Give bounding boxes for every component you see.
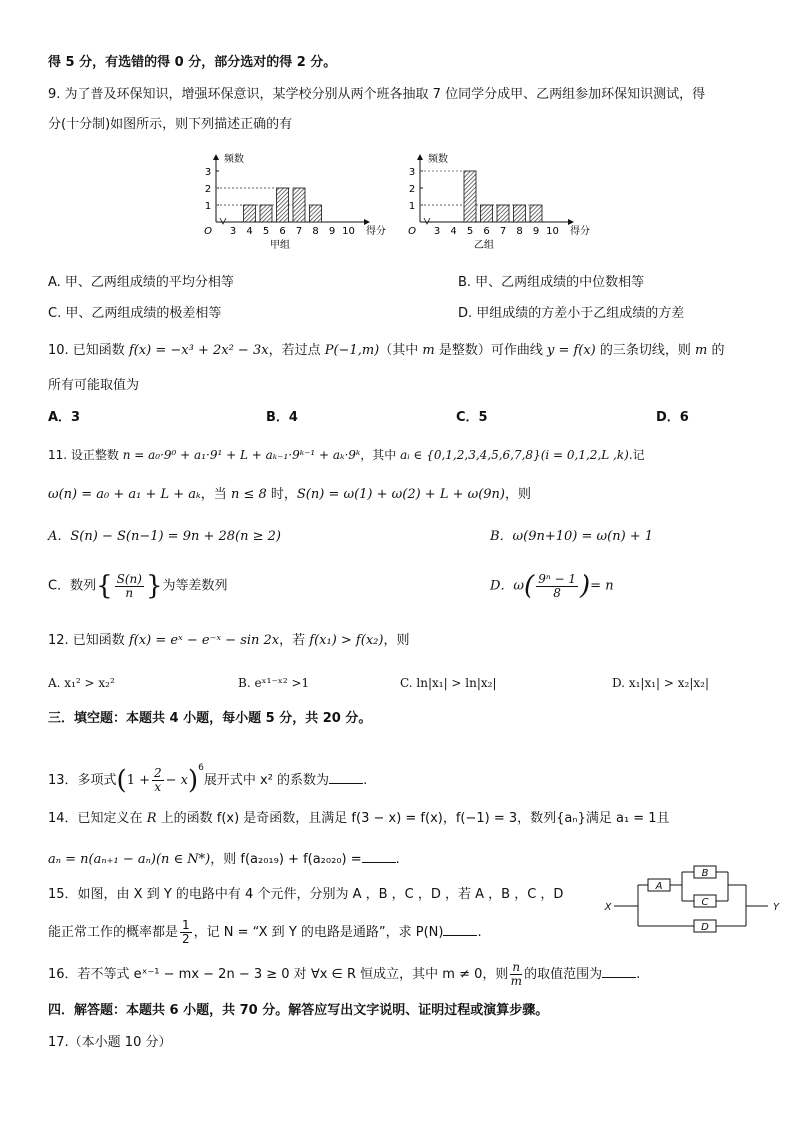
y-tick-label-3: 3 xyxy=(204,167,212,178)
q16-denominator: m xyxy=(510,974,522,988)
q15-stem-line2 xyxy=(48,918,482,948)
q12-stem xyxy=(48,632,409,650)
q12-text-3: ，则 xyxy=(383,633,410,648)
q11-option-c-text: 为等差数列 xyxy=(162,578,228,594)
q11-option-d-text: = n xyxy=(590,578,614,594)
q11-option-d: D．ω( $\frac{\text{9ⁿ − 1}}{8}$ )= n xyxy=(490,571,614,601)
bar-score-5 xyxy=(260,205,272,222)
y-tick-label-1: 1 xyxy=(204,201,212,212)
x-tick-label-10: 10 xyxy=(342,226,355,237)
x-tick-label-6: 6 xyxy=(279,226,286,237)
q12-option-b: B. eˣ¹⁻ˣ² >1 xyxy=(238,676,310,690)
label-y: Y xyxy=(772,902,780,913)
x-axis-arrow xyxy=(364,219,370,225)
y-axis-label: 频数 xyxy=(224,154,244,165)
q10-text-5: 的三条切线，则 xyxy=(595,343,696,358)
origin-label: O xyxy=(204,226,212,237)
q11-text-2: ，其中 xyxy=(360,448,401,462)
q15-answer-blank[interactable] xyxy=(443,923,477,936)
x-tick-label-3: 3 xyxy=(229,226,237,237)
q10-text-2: ，若过点 xyxy=(268,343,325,358)
q12-text-1: 12. 已知函数 xyxy=(48,633,129,648)
q11-digit-set: aᵢ ∈ {0,1,2,3,4,5,6,7,8}(i = 0,1,2,L ,k) xyxy=(400,448,629,462)
q10-stem-line1 xyxy=(48,342,725,360)
label-b: B xyxy=(701,868,709,879)
section-4-heading: 四．解答题：本题共 6 小题，共 70 分。解答应写出文字说明、证明过程或演算步骤。 xyxy=(48,1003,549,1018)
q12-option-d: D. x₁|x₁| > x₂|x₂| xyxy=(612,676,709,690)
chart-title: 甲组 xyxy=(270,240,290,251)
q11-text-4: ，当 xyxy=(200,487,231,502)
y-axis-arrow xyxy=(213,154,219,160)
q14-text-3: ，则 f(a₂₀₁₉) + f(a₂₀₂₀) = xyxy=(210,852,362,867)
bar-score-5 xyxy=(464,171,476,222)
q13-denominator: x xyxy=(154,780,162,794)
y-tick-label-2: 2 xyxy=(204,184,212,195)
bar-score-7 xyxy=(497,205,509,222)
q12-option-a: A. x₁² > x₂² xyxy=(48,676,115,690)
q10-text-6: 的 xyxy=(707,343,725,358)
bar-score-9 xyxy=(530,205,542,222)
bar-score-8 xyxy=(310,205,322,222)
q9-option-d: D. 甲组成绩的方差小于乙组成绩的方差 xyxy=(458,306,685,321)
q11-option-d-numerator: 9ⁿ − 1 xyxy=(538,571,577,586)
section-3-heading: 三．填空题：本题共 4 小题，每小题 5 分，共 20 分。 xyxy=(48,711,372,726)
label-d: D xyxy=(701,922,709,933)
q11-option-d-denominator: 8 xyxy=(553,585,561,600)
y-tick-label-2: 2 xyxy=(408,184,416,195)
q9-option-c: C. 甲、乙两组成绩的极差相等 xyxy=(48,306,222,321)
q14-set-r: R xyxy=(146,811,157,826)
q13-answer-blank[interactable] xyxy=(329,771,363,784)
q16-fraction xyxy=(510,961,522,988)
bar-score-6 xyxy=(277,188,289,222)
q13-expr-suffix: − x xyxy=(165,773,188,788)
q14-recurrence: aₙ = n(aₙ₊₁ − aₙ)(n ∈ N*) xyxy=(48,852,211,867)
q9-option-a: A. 甲、乙两组成绩的平均分相等 xyxy=(48,275,234,290)
q11-stem-line2 xyxy=(48,486,531,504)
q15-text-1: 能正常工作的概率都是 xyxy=(48,925,179,940)
chart-yi xyxy=(404,148,604,258)
q9-option-b: B. 甲、乙两组成绩的中位数相等 xyxy=(458,275,645,290)
bar-score-7 xyxy=(293,188,305,222)
bar-score-4 xyxy=(244,205,256,222)
q10-option-b: B．4 xyxy=(266,410,298,425)
y-tick-label-3: 3 xyxy=(408,167,416,178)
q11-option-d-fraction xyxy=(536,573,578,600)
q12-function: f(x) = eˣ − e⁻ˣ − sin 2x xyxy=(128,633,280,648)
q17-heading: 17.（本小题 10 分） xyxy=(48,1035,172,1050)
q11-s-def: S(n) = ω(1) + ω(2) + L + ω(9n) xyxy=(296,487,505,502)
q13-expr-prefix: 1 + xyxy=(126,773,150,788)
q11-omega-def: ω(n) = a₀ + a₁ + L + aₖ xyxy=(48,487,201,502)
q9-stem-line1: 9. 为了普及环保知识，增强环保意识，某学校分别从两个班各抽取 7 位同学分成甲、乙两组参加环保知识测试，得 xyxy=(48,87,706,102)
q16-text-1: 16．若不等式 eˣ⁻¹ − mx − 2n − 3 ≥ 0 对 ∀x ∈ R 恒成立，其中 m ≠ 0，则 xyxy=(48,967,509,982)
x-tick-label-5: 5 xyxy=(262,226,270,237)
y-axis-label: 频数 xyxy=(428,154,448,165)
x-tick-label-5: 5 xyxy=(466,226,474,237)
scoring-rule: 得 5 分，有选错的得 0 分，部分选对的得 2 分。 xyxy=(48,55,337,70)
x-axis-arrow xyxy=(568,219,574,225)
q11-option-a: A．S(n) − S(n−1) = 9n + 28(n ≥ 2) xyxy=(48,529,281,544)
axis-break xyxy=(424,218,430,224)
q14-answer-blank[interactable] xyxy=(362,850,396,863)
q11-text-5: 时， xyxy=(266,487,297,502)
q11-text-3: .记 xyxy=(628,448,645,462)
x-tick-label-9: 9 xyxy=(328,226,336,237)
label-x: X xyxy=(604,902,612,913)
x-tick-label-10: 10 xyxy=(546,226,559,237)
q10-stem-line2: 所有可能取值为 xyxy=(48,378,140,393)
label-a: A xyxy=(655,881,663,892)
q16-answer-blank[interactable] xyxy=(602,965,636,978)
x-tick-label-9: 9 xyxy=(532,226,540,237)
q15-numerator: 1 xyxy=(182,918,190,932)
q11-option-b: B．ω(9n+10) = ω(n) + 1 xyxy=(490,529,654,544)
x-tick-label-7: 7 xyxy=(295,226,303,237)
q13-end: . xyxy=(363,773,368,788)
q10-m: m xyxy=(422,343,435,358)
label-c: C xyxy=(701,897,709,908)
q11-option-c-fraction xyxy=(115,573,144,600)
bar-score-8 xyxy=(514,205,526,222)
q13-exponent: 6 xyxy=(198,763,204,773)
q16-stem xyxy=(48,958,640,992)
q11-option-c-denominator: n xyxy=(125,585,134,600)
q11-stem-line1 xyxy=(48,446,645,464)
axis-break xyxy=(220,218,226,224)
origin-label: O xyxy=(408,226,416,237)
bar-score-6 xyxy=(481,205,493,222)
y-axis-arrow xyxy=(417,154,423,160)
q13-stem: 13．多项式(1 + $\frac{2}{x}$ − x)$^6$展开式中 x² 的系数为 . xyxy=(48,763,368,796)
q15-denominator: 2 xyxy=(182,932,190,946)
q11-condition: n ≤ 8 xyxy=(230,487,267,502)
x-tick-label-8: 8 xyxy=(312,226,319,237)
q9-stem-line2: 分(十分制)如图所示，则下列描述正确的有 xyxy=(48,117,293,132)
q13-text-2: 展开式中 x² 的系数为 xyxy=(203,773,330,788)
q14-end: . xyxy=(395,852,400,867)
q16-end: . xyxy=(636,967,641,982)
q16-text-2: 的取值范围为 xyxy=(524,967,603,982)
q14-stem-line2 xyxy=(48,850,400,869)
q14-text-2: 上的函数 f(x) 是奇函数，且满足 f(3 − x) = f(x)，f(−1) = 3，数列{aₙ}满足 a₁ = 1且 xyxy=(156,811,670,826)
q10-option-a: A．3 xyxy=(48,410,81,425)
q13-numerator: 2 xyxy=(154,766,162,780)
q10-point: P(−1,m) xyxy=(324,343,380,358)
q10-text-4: 是整数）可作曲线 xyxy=(434,343,547,358)
q11-option-c-numerator: S(n) xyxy=(116,571,142,586)
q11-option-c: C．数列{ $\frac{S(n)}{n}$ }为等差数列 xyxy=(48,571,228,601)
x-tick-label-7: 7 xyxy=(499,226,507,237)
q10-text-3: （其中 xyxy=(379,343,423,358)
q14-stem-line1 xyxy=(48,810,670,828)
chart-title: 乙组 xyxy=(474,240,494,251)
q12-text-2: ，若 xyxy=(279,633,310,648)
q10-option-d: D．6 xyxy=(656,410,689,425)
x-tick-label-4: 4 xyxy=(246,226,253,237)
q15-fraction xyxy=(180,919,192,946)
q16-numerator: n xyxy=(512,960,521,974)
q11-text-1: 11. 设正整数 xyxy=(48,448,123,462)
x-axis-label: 得分 xyxy=(570,226,590,237)
chart-jia xyxy=(200,148,400,258)
q10-function: f(x) = −x³ + 2x² − 3x xyxy=(128,343,269,358)
q10-text-1: 10. 已知函数 xyxy=(48,343,129,358)
q10-m-2: m xyxy=(695,343,708,358)
q11-n-formula: n = a₀·9⁰ + a₁·9¹ + L + aₖ₋₁·9ᵏ⁻¹ + aₖ·9ᵏ xyxy=(122,448,361,462)
circuit-diagram xyxy=(600,860,785,940)
q11-text-6: ，则 xyxy=(505,487,532,502)
x-axis-label: 得分 xyxy=(366,226,386,237)
q13-text-1: 13．多项式 xyxy=(48,773,117,788)
y-tick-label-1: 1 xyxy=(408,201,416,212)
q10-option-c: C．5 xyxy=(456,410,488,425)
x-tick-label-3: 3 xyxy=(433,226,441,237)
x-tick-label-6: 6 xyxy=(483,226,490,237)
q15-text-2: ，记 N = “X 到 Y 的电路是通路”，求 P(N) xyxy=(193,925,444,940)
x-tick-label-8: 8 xyxy=(516,226,523,237)
x-tick-label-4: 4 xyxy=(450,226,457,237)
q11-option-c-label: C．数列 xyxy=(48,578,97,594)
q15-end: . xyxy=(477,925,482,940)
q11-option-d-label: D．ω xyxy=(490,578,525,594)
q13-fraction xyxy=(152,767,164,794)
q10-curve: y = f(x) xyxy=(546,343,596,358)
q14-text-1: 14．已知定义在 xyxy=(48,811,147,826)
q12-condition: f(x₁) > f(x₂) xyxy=(309,633,384,648)
q15-stem-line1: 15．如图，由 X 到 Y 的电路中有 4 个元件，分别为 A ，B ，C ，D ，若 A ，B ，C ，D xyxy=(48,887,564,902)
q12-option-c: C. ln|x₁| > ln|x₂| xyxy=(400,676,497,690)
